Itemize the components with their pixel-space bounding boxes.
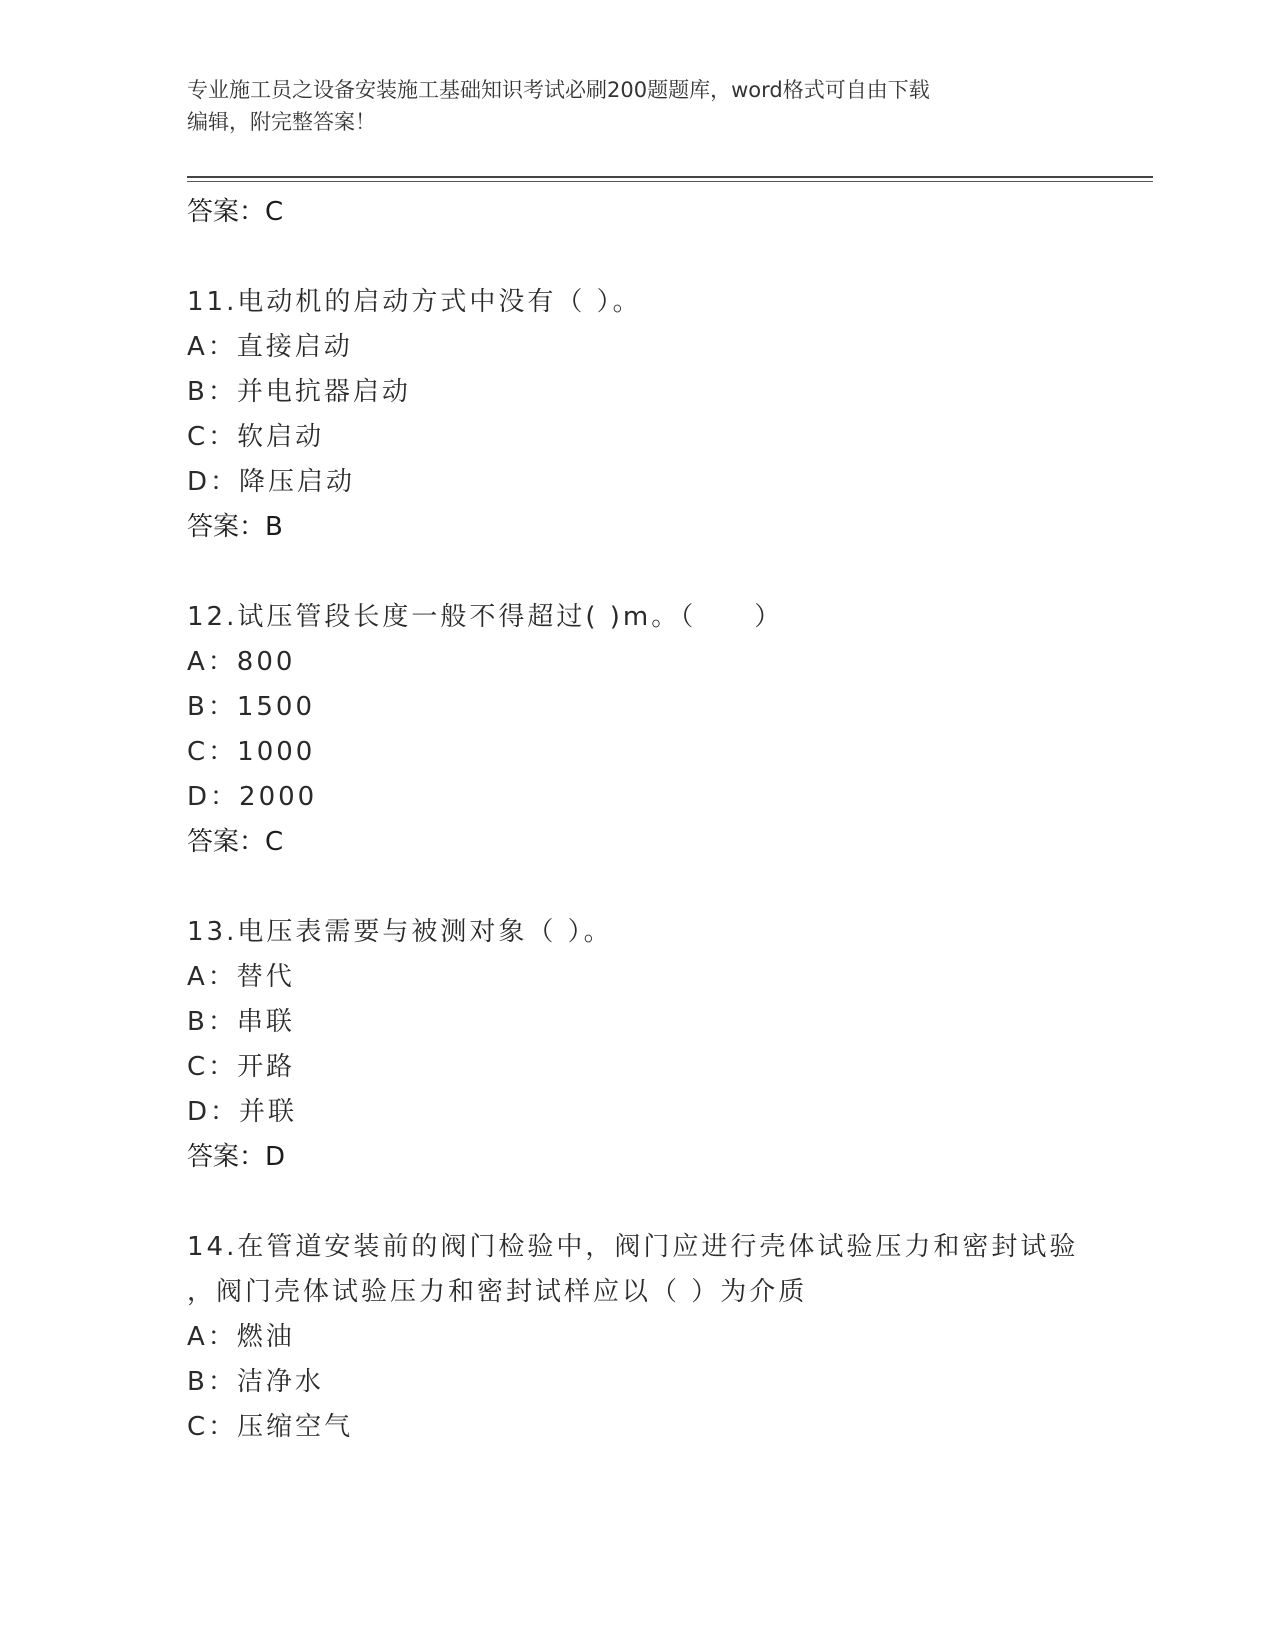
option-d: D：降压启动	[187, 467, 356, 497]
option-a: A：替代	[187, 962, 295, 992]
header-divider-thin	[187, 181, 1153, 182]
option-c: C：1000	[187, 737, 316, 767]
question-stem: 11.电动机的启动方式中没有（ ）。	[187, 287, 642, 317]
question-stem-line-1: 14.在管道安装前的阀门检验中，阀门应进行壳体试验压力和密封试验	[187, 1232, 1079, 1262]
question-stem: 13.电压表需要与被测对象（ ）。	[187, 917, 613, 947]
option-b: B：并电抗器启动	[187, 377, 411, 407]
option-c: C：开路	[187, 1052, 296, 1082]
answer-line: 答案：C	[187, 827, 284, 857]
option-c: C：压缩空气	[187, 1412, 354, 1442]
option-d: D：2000	[187, 782, 318, 812]
option-b: B：洁净水	[187, 1367, 324, 1397]
question-list	[187, 190, 1153, 1450]
header-divider-thick	[187, 176, 1153, 178]
answer-line: 答案：B	[187, 512, 283, 542]
question-stem: 12.试压管段长度一般不得超过( )m。（ ）	[187, 602, 784, 632]
question-13	[187, 910, 1153, 1179]
option-d: D：并联	[187, 1097, 298, 1127]
spacer	[187, 864, 1153, 910]
answer-line: 答案：C	[187, 197, 284, 227]
header-line-1: 专业施工员之设备安装施工基础知识考试必刷200题题库，word格式可自由下载	[187, 78, 930, 102]
spacer	[187, 234, 1153, 280]
question-12	[187, 595, 1153, 864]
option-b: B：串联	[187, 1007, 295, 1037]
option-a: A：燃油	[187, 1322, 295, 1352]
page-header	[187, 74, 1077, 138]
header-line-2: 编辑，附完整答案！	[187, 110, 376, 134]
option-b: B：1500	[187, 692, 316, 722]
question-stem-line-2: ，阀门壳体试验压力和密封试样应以（ ）为介质	[187, 1277, 808, 1307]
spacer	[187, 1179, 1153, 1225]
option-c: C：软启动	[187, 422, 325, 452]
option-a: A：直接启动	[187, 332, 353, 362]
spacer	[187, 549, 1153, 595]
option-a: A：800	[187, 647, 296, 677]
question-14	[187, 1225, 1153, 1450]
question-11	[187, 280, 1153, 549]
answer-line: 答案：D	[187, 1142, 286, 1172]
